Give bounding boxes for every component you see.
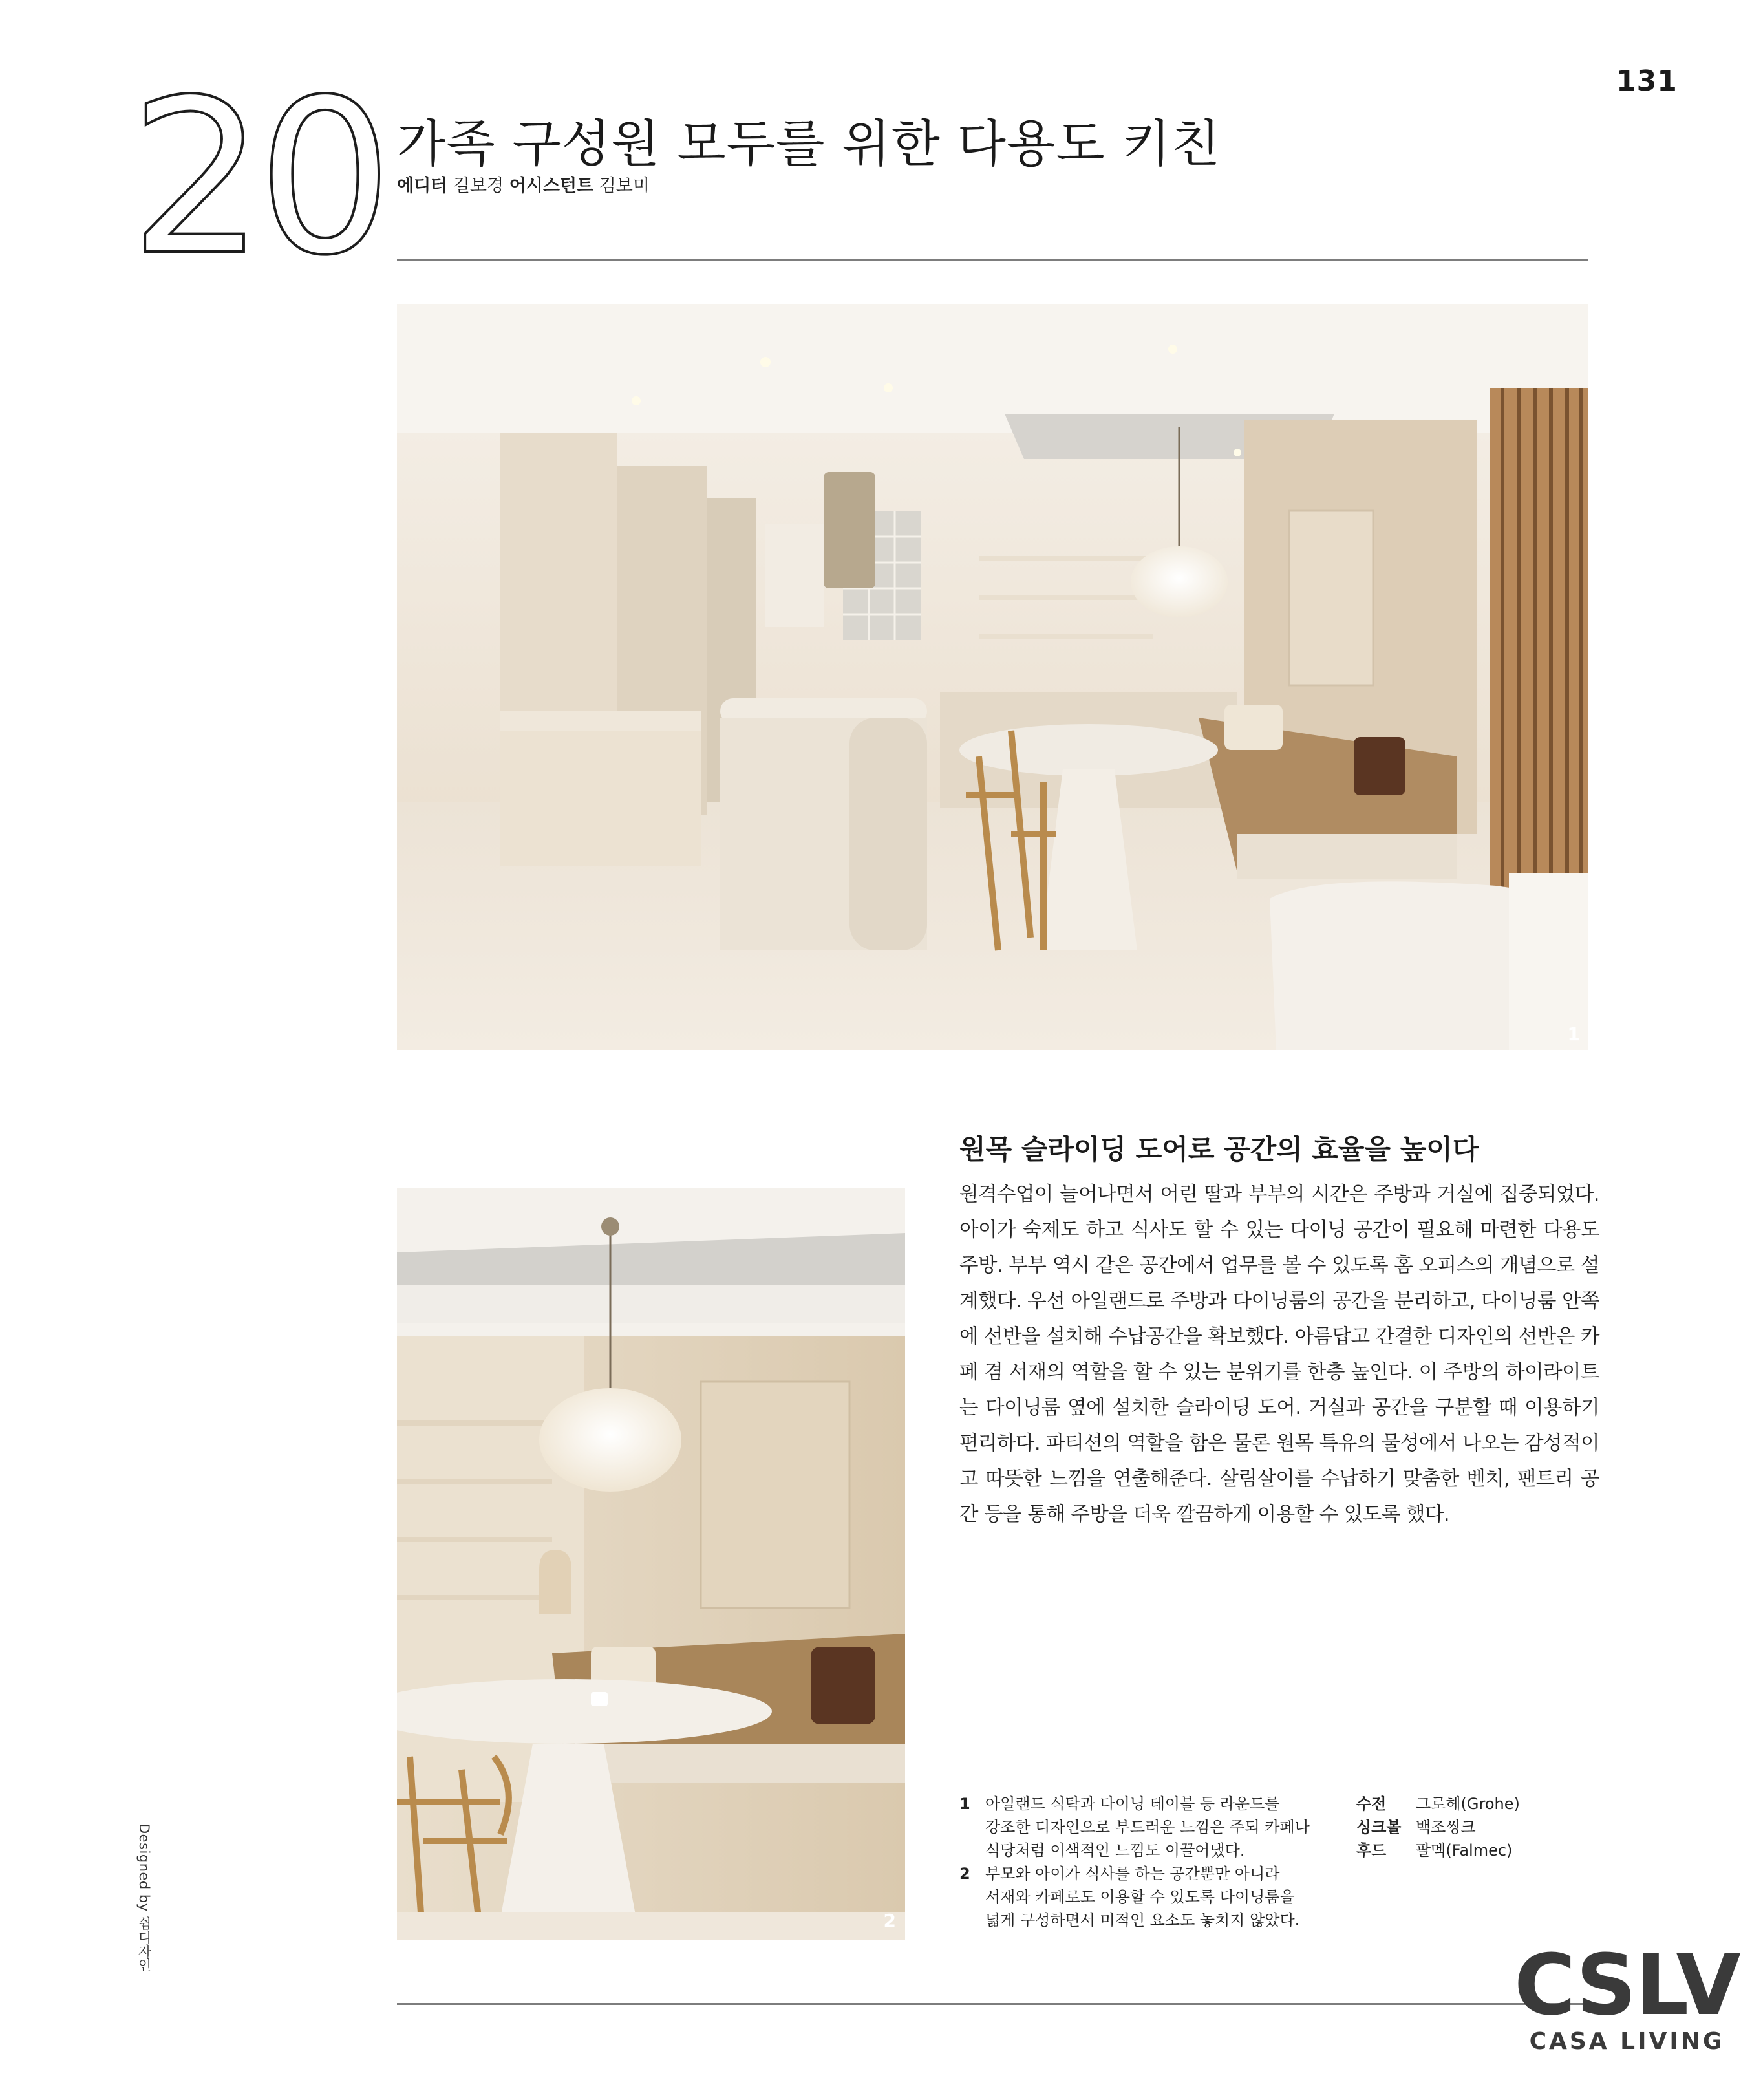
caption-1-line: 식당처럼 이색적인 느낌도 이끌어냈다. (985, 1841, 1245, 1859)
photo-captions (959, 1792, 1347, 1932)
logo-mark: CSLV (1514, 1936, 1740, 2034)
caption-2-line: 부모와 아이가 식사를 하는 공간뿐만 아니라 (985, 1865, 1280, 1883)
spec-faucet (1356, 1792, 1520, 1816)
caption-2-number: 2 (959, 1865, 970, 1883)
page-number: 131 (1616, 65, 1678, 98)
spec-value: 그로헤(Grohe) (1416, 1795, 1520, 1813)
photo-1-number: 1 (1567, 1023, 1580, 1045)
designer-credit: Designed by 쉼디자인 (136, 1823, 152, 1972)
caption-1 (959, 1792, 1347, 1862)
spec-sink (1356, 1816, 1520, 1839)
caption-1-number: 1 (959, 1795, 970, 1813)
spec-value: 팔멕(Falmec) (1416, 1841, 1513, 1859)
credit-name-assistant: 김보미 (599, 176, 650, 196)
spec-label: 수전 (1356, 1795, 1387, 1813)
caption-1-line: 강조한 디자인으로 부드러운 느낌은 주되 카페나 (985, 1818, 1310, 1836)
magazine-logo (1514, 1936, 1740, 2055)
caption-2-line: 서재와 카페로도 이용할 수 있도록 다이닝룸을 (985, 1888, 1295, 1906)
bottom-divider (397, 2003, 1588, 2005)
caption-1-line: 아일랜드 식탁과 다이닝 테이블 등 라운드를 (985, 1795, 1280, 1813)
credit-role-assistant: 어시스턴트 (509, 176, 594, 196)
logo-subtitle: CASA LIVING (1529, 2028, 1725, 2055)
spec-value: 백조씽크 (1416, 1818, 1476, 1836)
section-subtitle: 원목 슬라이딩 도어로 공간의 효율을 높이다 (959, 1133, 1479, 1165)
article-number (129, 54, 385, 302)
kitchen-photo-1 (397, 304, 1588, 1050)
spec-label: 싱크볼 (1356, 1818, 1402, 1836)
top-divider (397, 259, 1588, 261)
spec-label: 후드 (1356, 1841, 1387, 1859)
photo-2-number: 2 (883, 1910, 896, 1931)
credits (397, 171, 650, 197)
credit-name-editor: 길보경 (453, 176, 504, 196)
article-title: 가족 구성원 모두를 위한 다용도 키친 (397, 115, 1221, 173)
product-specs (1356, 1792, 1520, 1862)
article-number-text: 20 (129, 54, 385, 302)
credit-role-editor: 에디터 (397, 176, 448, 196)
caption-2-line: 넓게 구성하면서 미적인 요소도 놓치지 않았다. (985, 1911, 1300, 1929)
body-text: 원격수업이 늘어나면서 어린 딸과 부부의 시간은 주방과 거실에 집중되었다. 아이가 숙제도 하고 식사도 할 수 있는 다이닝 공간이 필요해 마련한 다용도 주방. 부부 역시 같은 공간에서 업무를 볼 수 있도록 홈 오피스의 개념으로 설계했다. 우선 아일랜드로 주방과 다이닝룸의 공간을 분리하고, 다이닝룸 안쪽에 선반을 설치해 수납공간을 확보했다. 아름답고 간결한 디자인의 선반은 카페 겸 서재의 역할을 할 수 있는 분위기를 한층 높인다. 이 주방의 하이라이트는 다이닝룸 옆에 설치한 슬라이딩 도어. 거실과 공간을 구분할 때 이용하기 편리하다. 파티션의 역할을 함은 물론 원목 특유의 물성에서 나오는 감성적이고 따뜻한 느낌을 연출해준다. 살림살이를 수납하기 맞춤한 벤치, 팬트리 공간 등을 통해 주방을 더욱 깔끔하게 이용할 수 있도록 했다. (959, 1183, 1599, 1526)
spec-hood (1356, 1839, 1520, 1862)
caption-2 (959, 1862, 1347, 1932)
kitchen-photo-2 (397, 1188, 905, 1940)
